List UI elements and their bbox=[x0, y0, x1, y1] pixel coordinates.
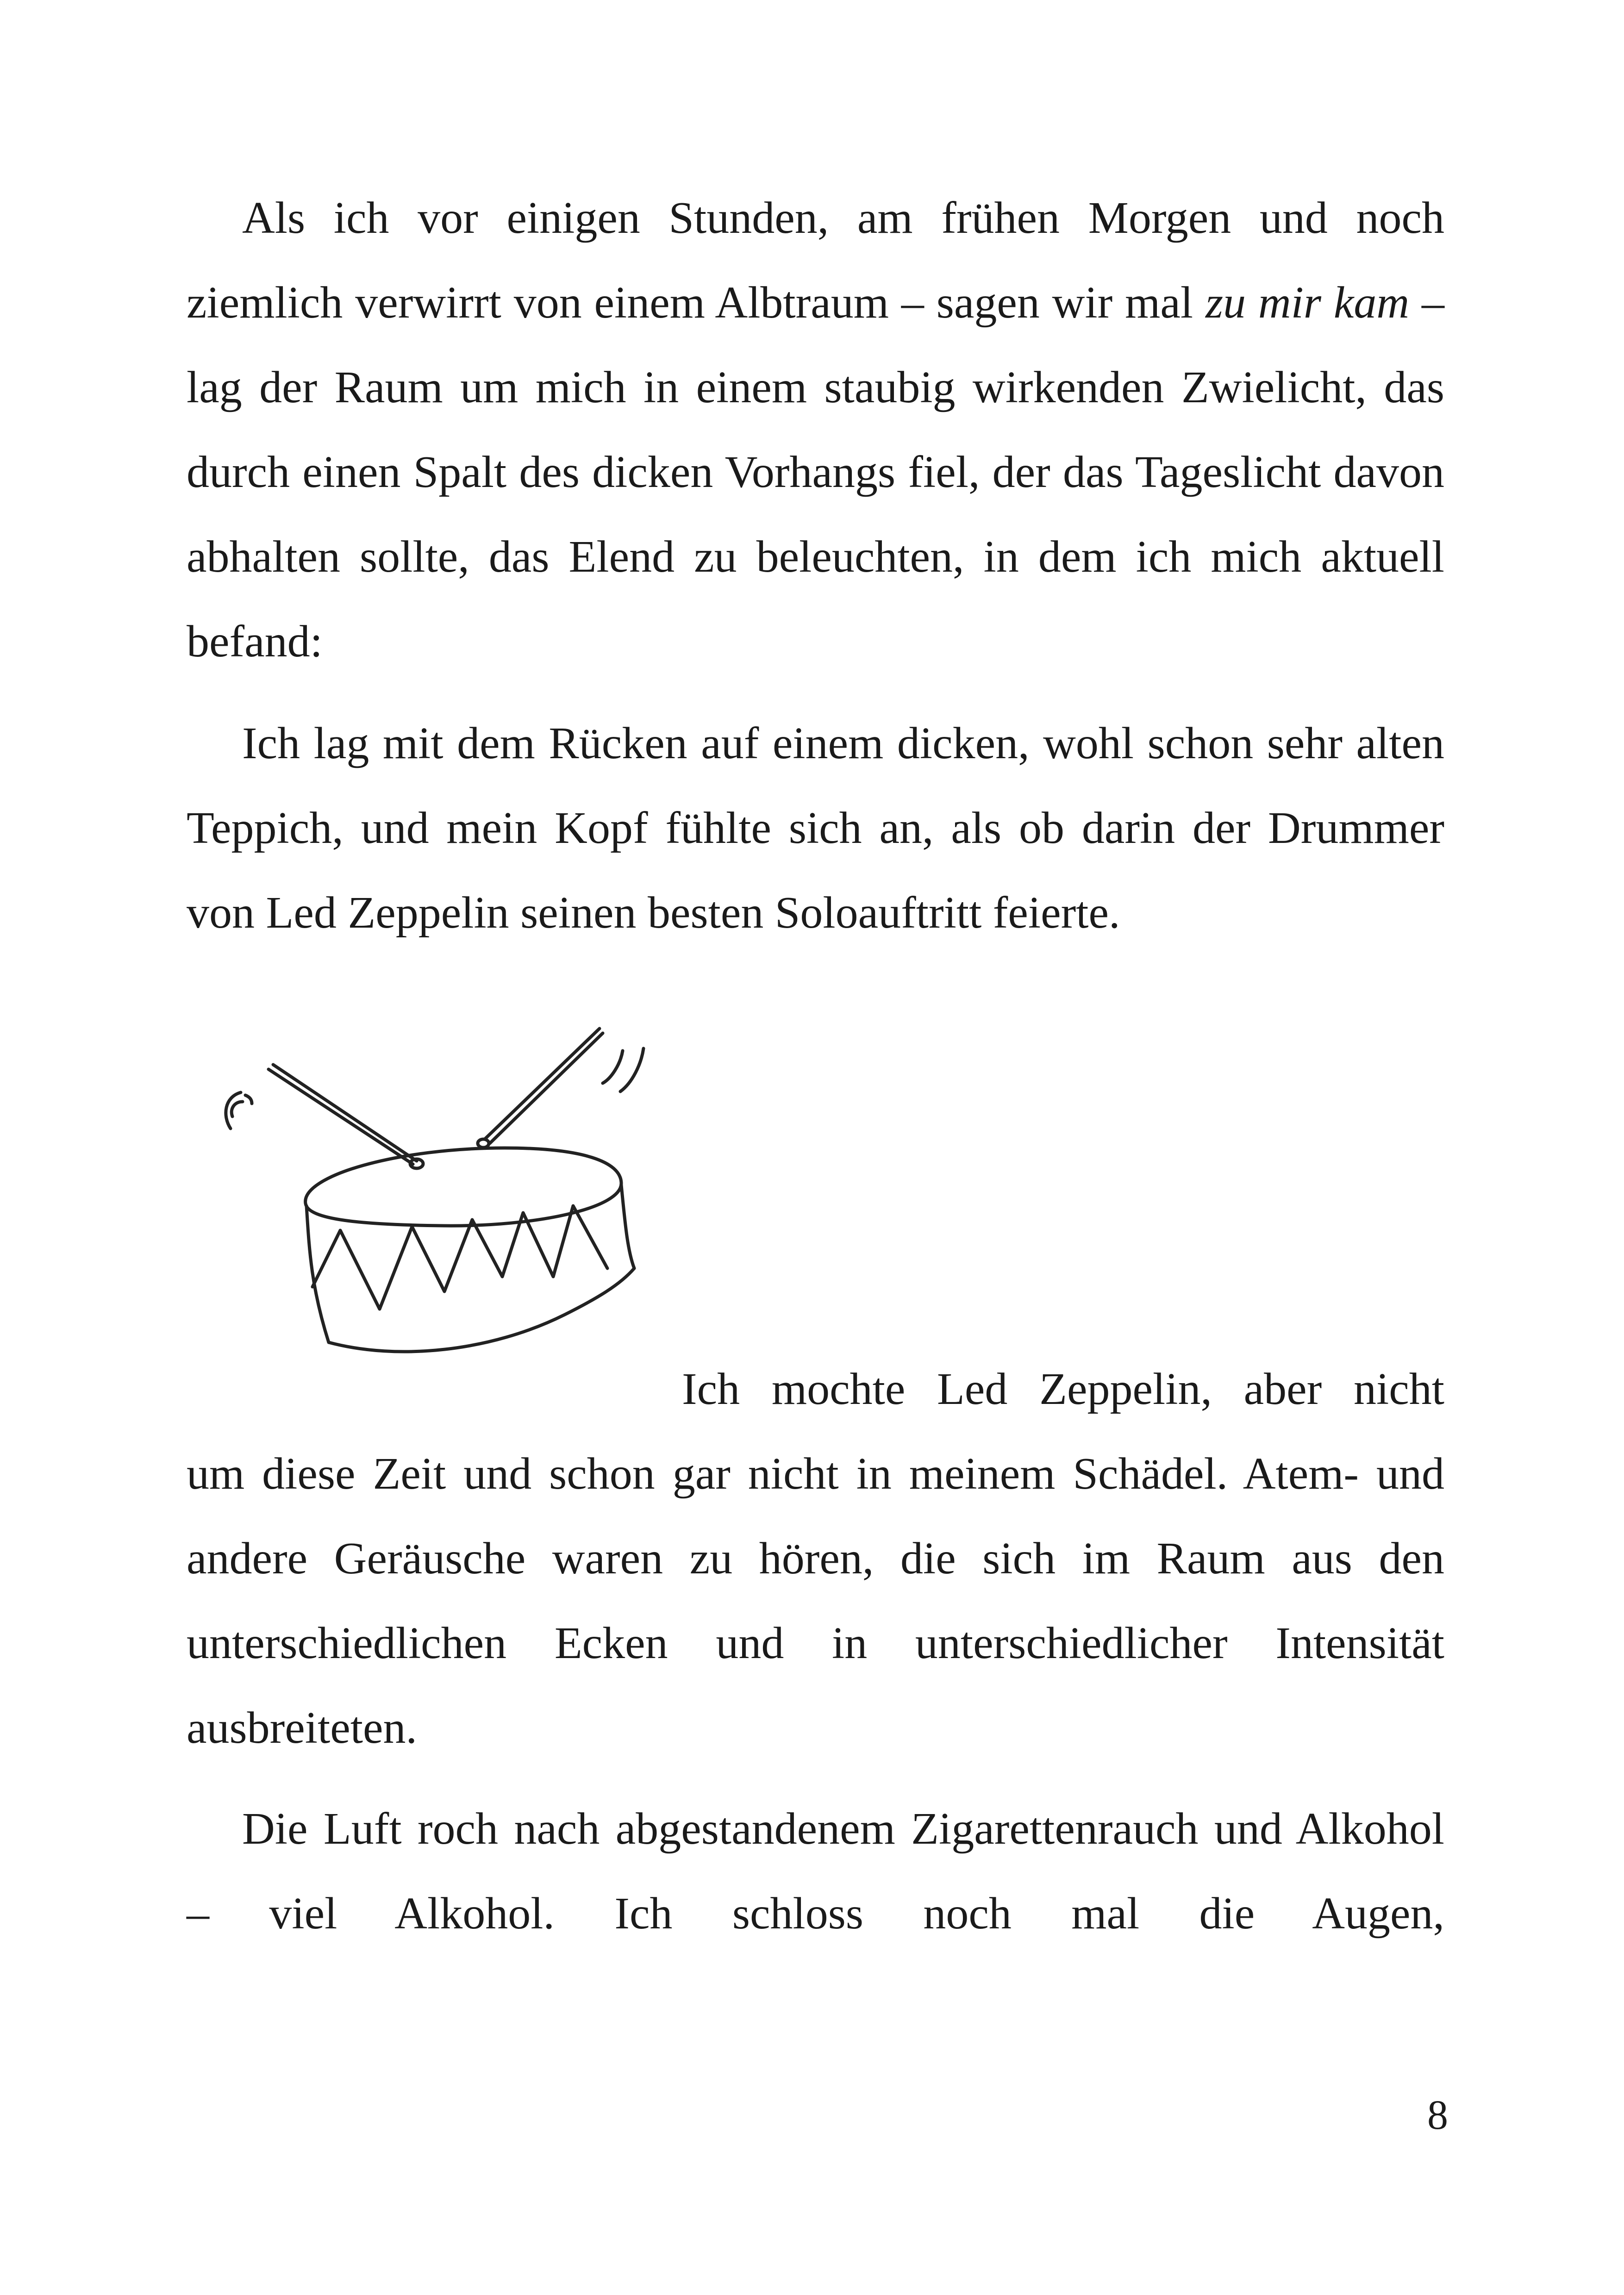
paragraph-1-text-end: – lag der Raum um mich in einem staubig wirkenden Zwielicht, das durch einen Spalt des dicken Vorhangs fiel, der das Tageslicht davon abhalten sollte, das Elend zu beleuchten, in dem ich mich aktuell befand: bbox=[187, 278, 1445, 667]
paragraph-4: Die Luft roch nach abgestandenem Zigarettenrauch und Alkohol – viel Alkohol. Ich schloss noch mal die Augen, bbox=[187, 1804, 1444, 1939]
paragraph-3 bbox=[187, 1347, 1444, 1771]
drum-sketch-icon bbox=[204, 1009, 694, 1379]
paragraph-1-emphasis: zu mir kam bbox=[1205, 278, 1410, 328]
paragraph-2: Ich lag mit dem Rücken auf einem dicken, wohl schon sehr alten Teppich, und mein Kopf fühlte sich an, als ob darin der Drummer von Led Zeppelin seinen besten Soloauftritt feierte. bbox=[187, 718, 1444, 938]
page-number: 8 bbox=[1427, 2092, 1448, 2138]
paragraph-1-text-start: Als ich vor einigen Stunden, am frühen Morgen und noch ziemlich verwirrt von einem Albtraum – sagen wir mal bbox=[187, 193, 1444, 328]
paragraph-3-text: um diese Zeit und schon gar nicht in meinem Schädel. Atem- und andere Geräusche waren zu hören, die sich im Raum aus den unterschiedlichen Ecken und in unterschiedlicher Intensität ausbreiteten. bbox=[187, 1449, 1444, 1753]
paragraph-3-first-line: Ich mochte Led Zeppelin, aber nicht bbox=[682, 1364, 1444, 1414]
paragraph-1 bbox=[187, 176, 1444, 684]
